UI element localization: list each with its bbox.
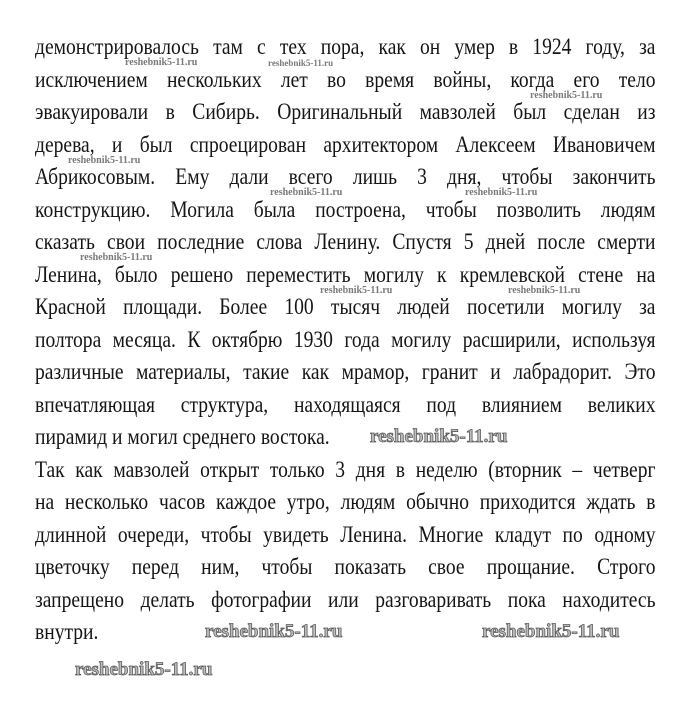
text-line: сказать свои последние слова Ленину. Спустя 5 дней после смерти: [35, 229, 656, 254]
text-line: эвакуировали в Сибирь. Оригинальный мавзолей был сделан из: [35, 99, 656, 124]
text-line: различные материалы, такие как мрамор, гранит и лабрадорит. Это: [35, 359, 656, 384]
watermark: reshebnik5-11.ru: [268, 58, 334, 68]
watermark: reshebnik5-11.ru: [80, 252, 153, 264]
watermark: reshebnik5-11.ru: [370, 426, 508, 447]
watermark: reshebnik5-11.ru: [205, 621, 343, 642]
text-line: исключением нескольких лет во время войны, когда его тело: [35, 66, 656, 92]
text-line: дерева, и был спроецирован архитектором Алексеем Ивановичем: [35, 131, 656, 157]
text-line: Абрикосовым. Ему дали всего лишь 3 дня, чтобы закончить: [35, 164, 656, 189]
text-line: внутри.: [35, 619, 99, 644]
text-line: демонстрировалось там с тех пора, как он умер в 1924 году, за: [35, 34, 656, 59]
text-line: Так как мавзолей открыт только 3 дня в неделю (вторник – четверг: [35, 456, 656, 482]
watermark: reshebnik5-11.ru: [125, 57, 198, 69]
text-line: цветочку перед ним, чтобы показать свое прощание. Строго: [35, 554, 656, 579]
text-line: впечатляющая структура, находящаяся под влиянием великих: [35, 391, 656, 417]
text-line: конструкцию. Могила была построена, чтобы позволить людям: [35, 196, 656, 222]
text-line: запрещено делать фотографии или разговаривать пока находитесь: [35, 586, 656, 612]
text-line: полтора месяца. К октябрю 1930 года могилу расширили, используя: [35, 326, 656, 352]
watermark: reshebnik5-11.ru: [508, 284, 581, 296]
text-line: пирамид и могил среднего востока.: [35, 424, 330, 449]
watermark: reshebnik5-11.ru: [75, 659, 213, 680]
watermark: reshebnik5-11.ru: [530, 89, 603, 101]
watermark: reshebnik5-11.ru: [68, 154, 141, 166]
watermark: reshebnik5-11.ru: [482, 621, 620, 642]
watermark: reshebnik5-11.ru: [465, 187, 538, 199]
watermark: reshebnik5-11.ru: [270, 187, 343, 199]
text-line: на несколько часов каждое утро, людям обычно приходится ждать в: [35, 489, 656, 514]
text-line: Ленина, было решено переместить могилу к кремлевской стене на: [35, 261, 656, 287]
text-line: Красной площади. Более 100 тысяч людей посетили могилу за: [35, 294, 656, 319]
watermark: reshebnik5-11.ru: [320, 284, 393, 296]
text-line: длинной очереди, чтобы увидеть Ленина. Многие кладут по одному: [35, 521, 656, 547]
